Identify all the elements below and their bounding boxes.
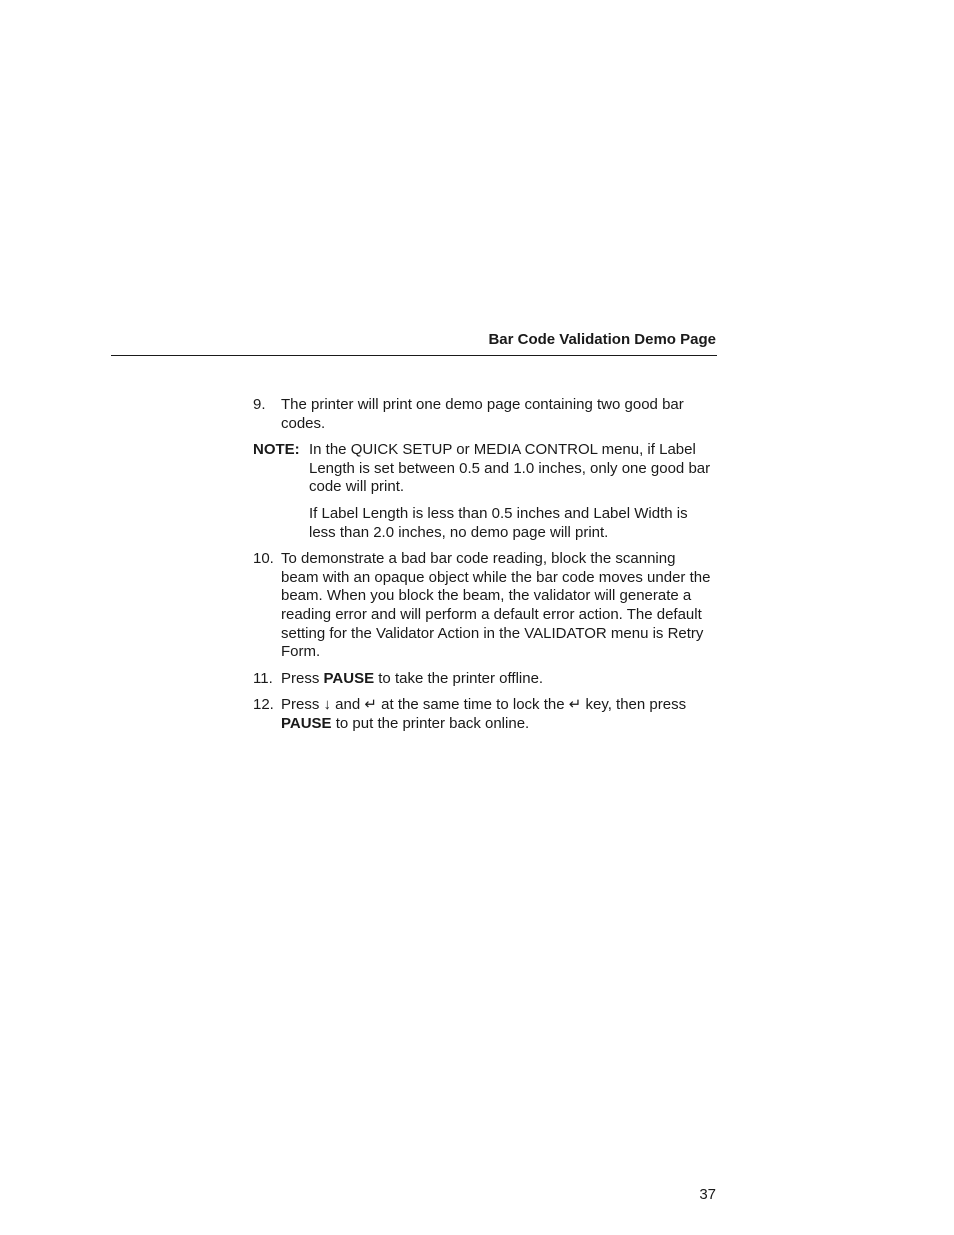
pause-key-label: PAUSE <box>323 669 375 687</box>
note-label: NOTE: <box>253 441 300 459</box>
text-run: to take the printer offline. <box>374 669 544 687</box>
text-run: Press <box>281 669 324 687</box>
step-text: To demonstrate a bad bar code reading, block the scanning beam with an opaque object while the bar code moves under the beam. When you block the beam, the validator will generate a reading error and will perform a default error action. The default setting for the Validator Action in the VALIDATOR menu is Retry Form. <box>281 550 711 661</box>
text-run: to put the printer back online. <box>331 714 530 732</box>
enter-key-icon: ↵ <box>364 696 377 714</box>
step-number: 9. <box>253 396 266 413</box>
down-arrow-icon: ↓ <box>323 696 332 714</box>
running-header-title: Bar Code Validation Demo Page <box>488 331 716 348</box>
header-rule <box>111 355 717 356</box>
text-run: at the same time to lock the <box>376 696 569 714</box>
note-paragraph-2: If Label Length is less than 0.5 inches and Label Width is less than 2.0 inches, no demo page will print. <box>309 504 688 541</box>
enter-key-icon: ↵ <box>568 696 582 714</box>
text-run: Press <box>281 696 324 714</box>
text-run: key, then press <box>581 696 687 714</box>
step-number: 11. <box>253 669 273 687</box>
step-11 <box>253 670 717 689</box>
step-9 <box>253 396 717 433</box>
note <box>253 441 717 497</box>
step-text <box>281 670 717 689</box>
procedure-content <box>253 396 717 742</box>
step-number: 12. <box>253 696 274 714</box>
note-text: In the QUICK SETUP or MEDIA CONTROL menu, if Label Length is set between 0.5 and 1.0 inches, only one good bar code will print. <box>309 441 711 496</box>
step-12 <box>253 696 717 733</box>
step-number: 10. <box>253 550 274 568</box>
step-text: The printer will print one demo page containing two good bar codes. <box>281 396 684 432</box>
step-text <box>281 696 717 733</box>
step-10 <box>253 550 717 662</box>
text-run: and <box>331 696 365 714</box>
page-number: 37 <box>699 1186 716 1203</box>
pause-key-label: PAUSE <box>281 714 332 732</box>
